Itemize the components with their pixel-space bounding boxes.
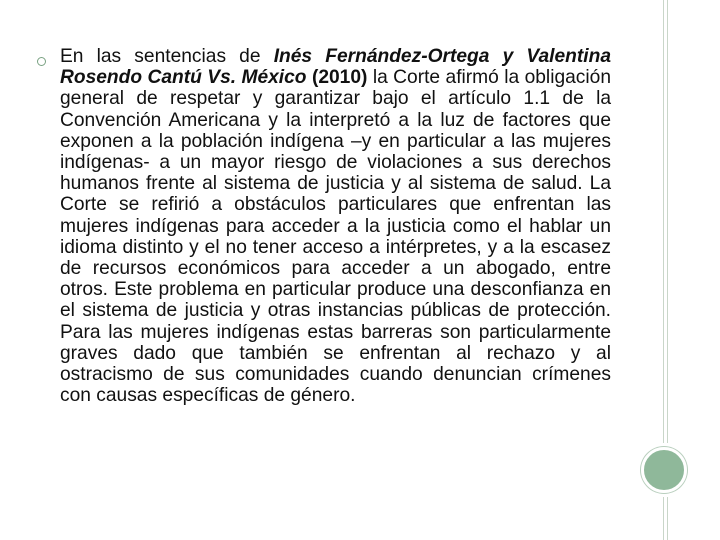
circle-decoration-icon — [641, 447, 687, 493]
frame-line-right — [663, 0, 668, 443]
paragraph-body: la Corte afirmó la obligación general de respetar y garantizar bajo el artículo 1.1 de la Convención Americana y la interpretó a la luz de factores que exponen a la población indígena –y en particular a las mujeres indígenas- a un mayor riesgo de violaciones a sus derechos humanos frente al sistema de justicia y al sistema de salud. La Corte se refirió a obstáculos particulares que enfrentan las mujeres indígenas para acceder a la justicia como el hablar un idioma distinto y el no tener acceso a intérpretes, y a la escasez de recursos económicos para acceder a un abogado, entre otros. Este problema en particular produce una desconfianza en el sistema de justicia y otras instancias públicas de protección. Para las mujeres indígenas estas barreras son particularmente graves dado que también se enfrentan al rechazo y al ostracismo de sus comunidades cuando denuncian crímenes con causas específicas de género. — [60, 67, 611, 407]
case-year: (2010) — [306, 67, 368, 89]
bullet-icon — [37, 57, 46, 66]
case-names: Inés Fernández-Ortega y Valentina Rosendo Cantú Vs. México — [60, 46, 611, 89]
frame-line-right-lower — [663, 497, 668, 540]
paragraph — [60, 46, 611, 406]
paragraph-lead: En las sentencias de — [60, 46, 274, 67]
